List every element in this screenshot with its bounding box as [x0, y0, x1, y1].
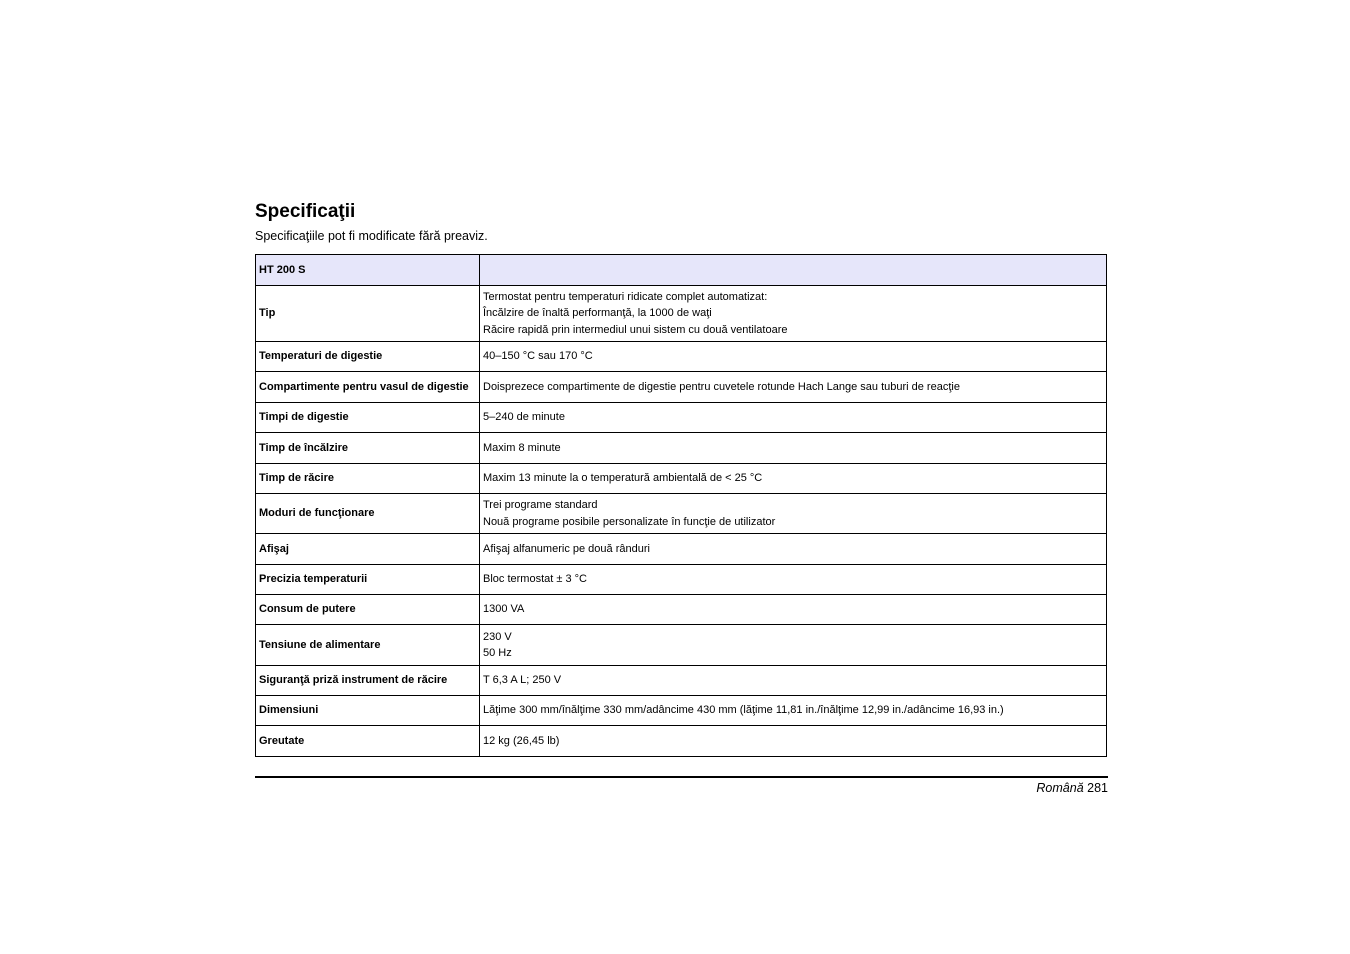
spec-label: Moduri de funcţionare [256, 494, 480, 534]
page-title: Specificaţii [255, 201, 356, 222]
spec-value-line: Maxim 13 minute la o temperatură ambientală de < 25 °C [483, 472, 763, 485]
spec-label: Timpi de digestie [256, 403, 480, 433]
spec-value [480, 372, 1107, 403]
spec-value [480, 534, 1107, 565]
spec-value [480, 464, 1107, 494]
footer-language: Română [1036, 781, 1084, 795]
spec-label: Tip [256, 286, 480, 342]
table-row [256, 625, 1107, 666]
table-row [256, 433, 1107, 464]
table-header-row [256, 255, 1107, 286]
spec-value-line: Bloc termostat ± 3 °C [483, 573, 587, 586]
table-row [256, 342, 1107, 372]
specifications-table [255, 254, 1107, 757]
table-row [256, 494, 1107, 534]
spec-value-line: Lăţime 300 mm/înălţime 330 mm/adâncime 430 mm (lăţime 11,81 in./înălţime 12,99 in./adâncime 16,93 in.) [483, 704, 1004, 717]
spec-value-line: Încălzire de înaltă performanţă, la 1000 de waţi [483, 307, 712, 320]
spec-value-line: 1300 VA [483, 603, 525, 616]
page-subtitle: Specificaţiile pot fi modificate fără preaviz. [255, 229, 488, 243]
spec-value-line: Doisprezece compartimente de digestie pentru cuvetele rotunde Hach Lange sau tuburi de reacţie [483, 380, 960, 393]
spec-value-line: Trei programe standard [483, 499, 598, 511]
table-row [256, 464, 1107, 494]
spec-value [480, 696, 1107, 726]
table-row [256, 726, 1107, 757]
table-row [256, 372, 1107, 403]
spec-label: Dimensiuni [256, 696, 480, 726]
spec-value [480, 595, 1107, 625]
spec-value [480, 726, 1107, 757]
spec-label: Tensiune de alimentare [256, 625, 480, 666]
spec-value-line: Afişaj alfanumeric pe două rânduri [483, 542, 650, 555]
spec-value-line: 40–150 °C sau 170 °C [483, 350, 593, 363]
footer-divider [255, 776, 1108, 778]
table-row [256, 666, 1107, 696]
spec-value [480, 286, 1107, 342]
spec-label: Timp de răcire [256, 464, 480, 494]
spec-value [480, 666, 1107, 696]
spec-value-line: 230 V [483, 630, 512, 643]
table-row [256, 595, 1107, 625]
spec-value [480, 403, 1107, 433]
spec-value [480, 342, 1107, 372]
spec-value-line: Răcire rapidă prin intermediul unui sistem cu două ventilatoare [483, 323, 788, 336]
spec-label: Precizia temperaturii [256, 565, 480, 595]
spec-value-line: 5–240 de minute [483, 411, 565, 424]
table-row [256, 534, 1107, 565]
spec-value [480, 565, 1107, 595]
spec-value-line: T 6,3 A L; 250 V [483, 674, 562, 687]
table-row [256, 286, 1107, 342]
spec-value [480, 494, 1107, 534]
spec-label: Siguranţă priză instrument de răcire [256, 666, 480, 696]
table-header-label: HT 200 S [256, 255, 480, 286]
spec-label: Timp de încălzire [256, 433, 480, 464]
table-row [256, 403, 1107, 433]
spec-label: Consum de putere [256, 595, 480, 625]
spec-value [480, 625, 1107, 666]
table-row [256, 696, 1107, 726]
spec-value-line: 50 Hz [483, 647, 512, 659]
footer-page-number: 281 [1087, 781, 1108, 795]
spec-value-line: Maxim 8 minute [483, 441, 561, 454]
spec-value-line: Termostat pentru temperaturi ridicate complet automatizat: [483, 290, 768, 303]
spec-label: Temperaturi de digestie [256, 342, 480, 372]
spec-value [480, 433, 1107, 464]
table-header-empty-cell [480, 255, 1107, 286]
spec-value-line: Nouă programe posibile personalizate în funcţie de utilizator [483, 515, 776, 528]
table-row [256, 565, 1107, 595]
spec-label: Greutate [256, 726, 480, 757]
spec-label: Afişaj [256, 534, 480, 565]
page-footer [1036, 780, 1108, 796]
spec-value-line: 12 kg (26,45 lb) [483, 734, 560, 747]
spec-label: Compartimente pentru vasul de digestie [256, 372, 480, 403]
